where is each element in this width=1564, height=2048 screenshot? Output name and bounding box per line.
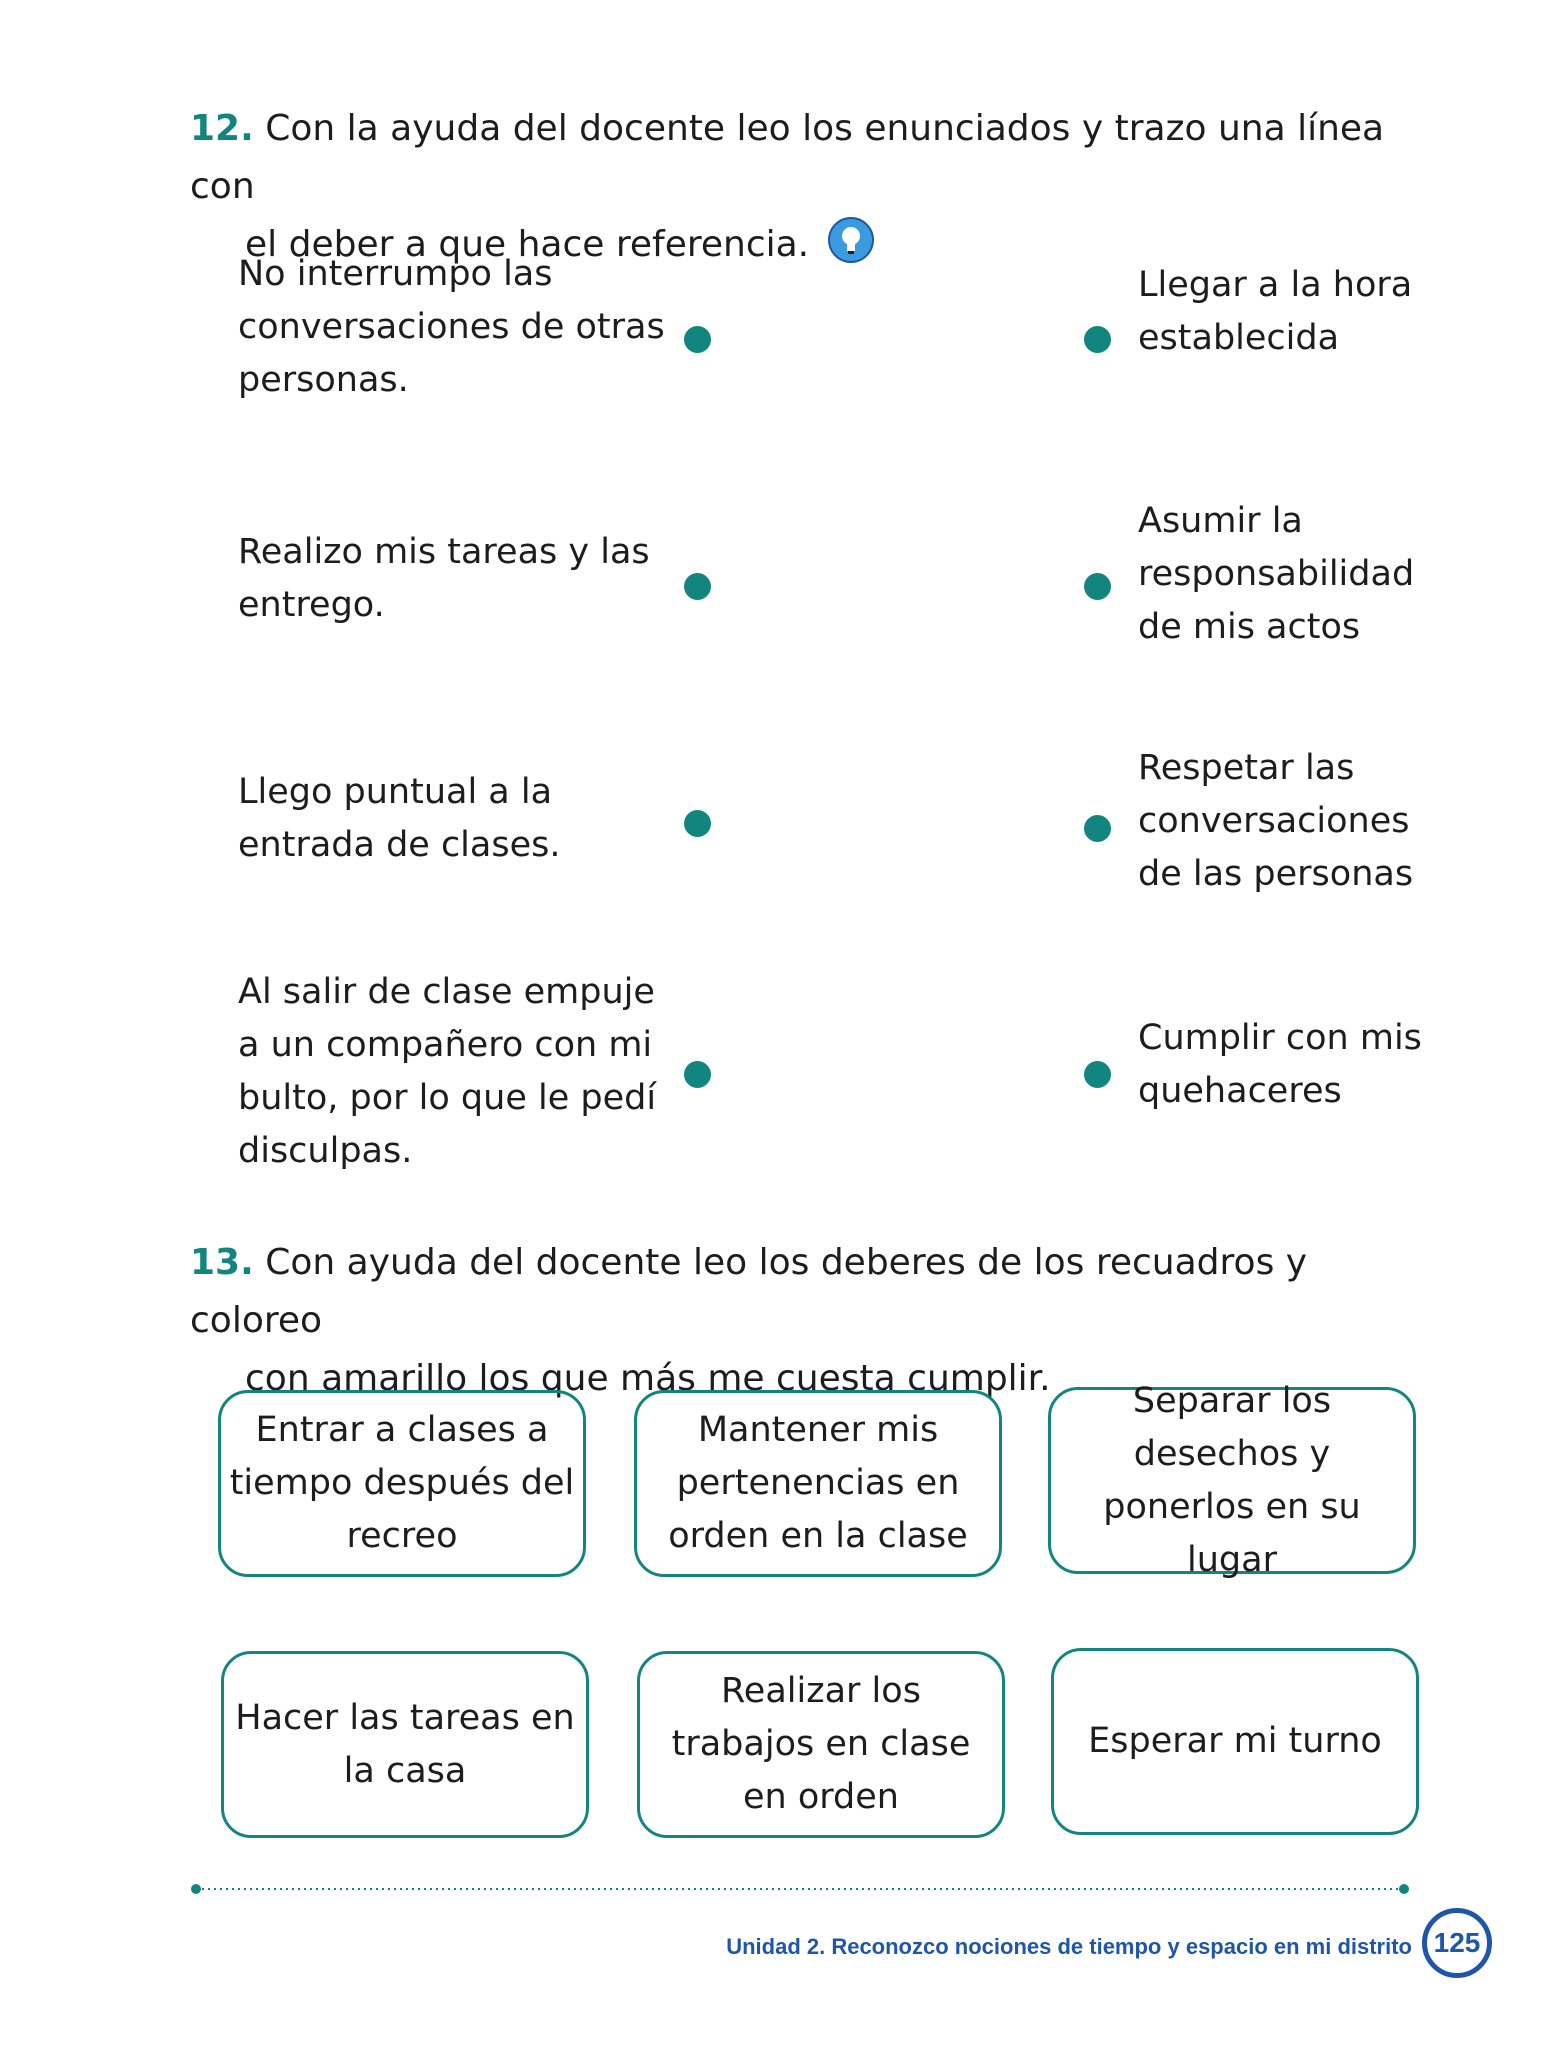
- duty-box-4[interactable]: [221, 1651, 589, 1838]
- duty-1: Llegar a la hora establecida: [1138, 265, 1413, 358]
- statement-1: No interrumpo las conversaciones de otras personas.: [238, 254, 665, 400]
- question-text-line1: Con la ayuda del docente leo los enunciados y trazo una línea con: [190, 108, 1385, 207]
- statement-4: Al salir de clase empuje a un compañero con mi bulto, por lo que le pedí disculpas.: [238, 972, 657, 1171]
- duty-box-label: Mantener mis pertenencias en orden en la clase: [668, 1410, 968, 1556]
- question-number: 13.: [190, 1242, 254, 1283]
- duty-box-label: Esperar mi turno: [1088, 1721, 1382, 1761]
- match-dot-left-3[interactable]: [684, 810, 711, 837]
- duty-3: Respetar las conversaciones de las personas: [1138, 748, 1414, 894]
- question-number: 12.: [190, 108, 254, 149]
- duty-box-5[interactable]: [637, 1651, 1005, 1838]
- duty-box-label: Realizar los trabajos en clase en orden: [671, 1671, 971, 1817]
- match-dot-left-2[interactable]: [684, 573, 711, 600]
- duty-4: Cumplir con mis quehaceres: [1138, 1018, 1422, 1111]
- footer-dotted-rule: [190, 1883, 1410, 1895]
- duty-box-2[interactable]: [634, 1390, 1002, 1577]
- duty-box-3[interactable]: [1048, 1380, 1416, 1580]
- match-dot-left-4[interactable]: [684, 1061, 711, 1088]
- duty-2: Asumir la responsabilidad de mis actos: [1138, 501, 1415, 647]
- match-dot-right-4[interactable]: [1084, 1061, 1111, 1088]
- match-dot-left-1[interactable]: [684, 326, 711, 353]
- question-text-line2: con amarillo los que más me cuesta cumplir.: [245, 1358, 1051, 1399]
- duty-box-label: Hacer las tareas en la casa: [235, 1697, 575, 1791]
- page-number: 125: [1422, 1908, 1492, 1978]
- duty-box-label: Separar los desechos y ponerlos en su lugar: [1103, 1380, 1361, 1580]
- duty-box-6[interactable]: [1051, 1648, 1419, 1835]
- statement-3: Llego puntual a la entrada de clases.: [238, 772, 561, 865]
- match-dot-right-3[interactable]: [1084, 815, 1111, 842]
- question-text-line2: el deber a que hace referencia.: [245, 224, 810, 265]
- duty-box-1[interactable]: [218, 1390, 586, 1577]
- match-dot-right-2[interactable]: [1084, 573, 1111, 600]
- footer-unit-title: Unidad 2. Reconozco nociones de tiempo y espacio en mi distrito: [726, 1934, 1412, 1959]
- match-dot-right-1[interactable]: [1084, 326, 1111, 353]
- duty-box-label: Entrar a clases a tiempo después del recreo: [229, 1410, 575, 1556]
- lightbulb-icon: [827, 216, 875, 264]
- statement-2: Realizo mis tareas y las entrego.: [238, 532, 650, 625]
- question-text-line1: Con ayuda del docente leo los deberes de los recuadros y coloreo: [190, 1242, 1308, 1341]
